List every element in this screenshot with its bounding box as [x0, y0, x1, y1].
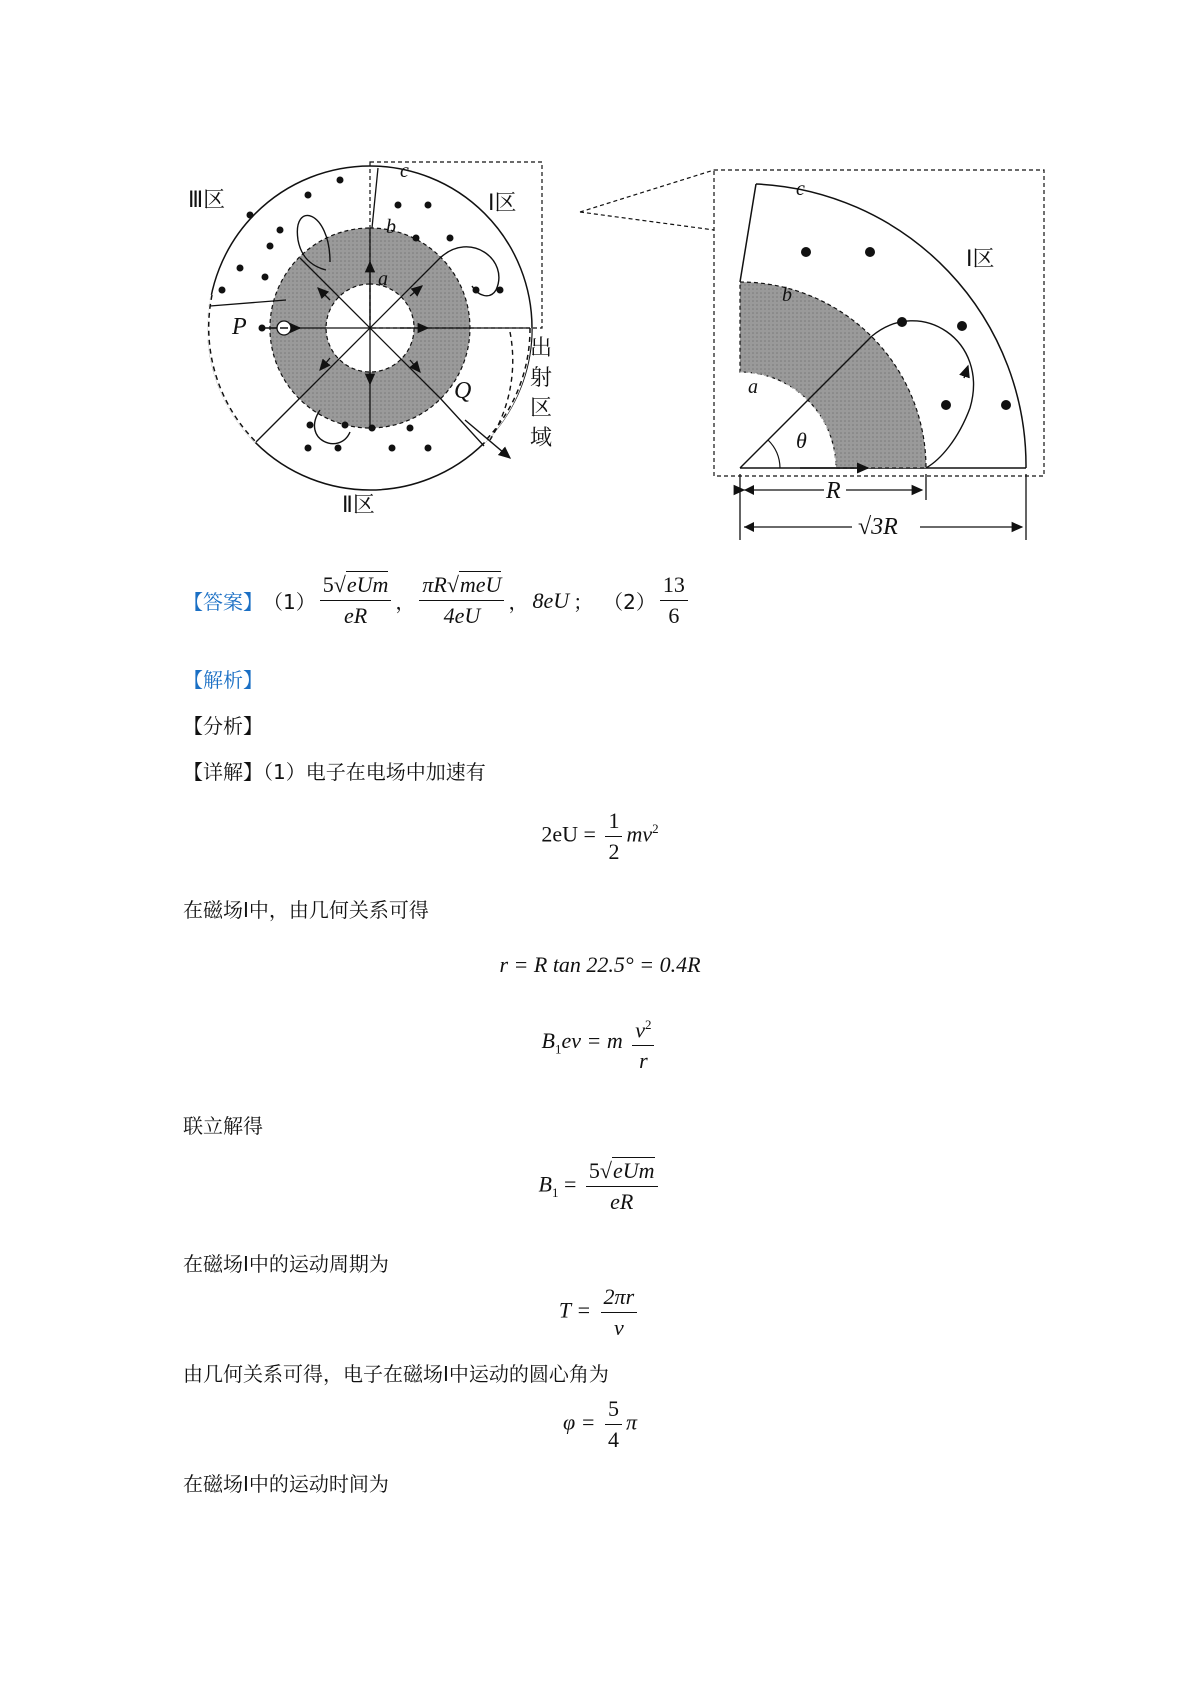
- eq4-den: eR: [610, 1189, 634, 1214]
- answer-B1-coef: 5: [322, 572, 334, 597]
- answer-time-den: 4eU: [443, 603, 481, 628]
- answer-energy: 8eU: [532, 587, 570, 613]
- eq3-num-sup: 2: [644, 1017, 652, 1032]
- zoom-pointer: [580, 170, 714, 230]
- text-line-2: 联立解得: [183, 1114, 263, 1138]
- text-line-4: 由几何关系可得，电子在磁场Ⅰ中运动的圆心角为: [183, 1362, 609, 1386]
- answer-ratio-fraction: [660, 572, 688, 629]
- detail-text: （1）电子在电场中加速有: [263, 760, 486, 784]
- answer-tag: 【答案】: [183, 590, 263, 614]
- label-b: b: [386, 216, 396, 238]
- label-right-b: b: [782, 284, 792, 306]
- answer-comma-1: ，: [395, 590, 416, 614]
- fenxi-tag: 【分析】: [183, 714, 263, 738]
- eq6-rhs: π: [626, 1409, 638, 1435]
- label-right-c: c: [796, 178, 805, 200]
- eq1-lhs: 2eU =: [541, 821, 602, 847]
- eq3-mid: ev = m: [561, 1028, 623, 1054]
- left-figure-svg: [0, 0, 1200, 560]
- label-region-II: Ⅱ区: [342, 493, 375, 518]
- answer-B1-fraction: $\frac{\text{5√eUm}}{eR}$: [320, 572, 392, 629]
- exit-char-3: 区: [530, 396, 553, 421]
- answer-B1-radicand: eUm: [346, 572, 389, 597]
- eq6-num: 5: [605, 1396, 622, 1425]
- label-right-a: a: [748, 376, 758, 398]
- eq6-lhs: φ =: [562, 1409, 601, 1435]
- equation-lorentz: [0, 1012, 1200, 1074]
- answer-part2-label: （2）: [603, 590, 656, 614]
- answer-part1-label: （1）: [263, 590, 316, 614]
- eq3-lhs: B: [541, 1028, 555, 1054]
- label-a: a: [378, 268, 388, 290]
- eq1-den: 2: [608, 839, 620, 864]
- eq4-radicand: eUm: [612, 1158, 655, 1183]
- label-right-region-I: Ⅰ区: [966, 247, 995, 272]
- equation-angle: [0, 1396, 1200, 1453]
- label-region-III: Ⅲ区: [188, 188, 226, 213]
- text-line-1: 在磁场Ⅰ中，由几何关系可得: [183, 898, 429, 922]
- eq6-den: 4: [608, 1427, 619, 1452]
- eq4-lhs: B: [538, 1171, 552, 1197]
- answer-ratio-num: 13: [660, 572, 688, 601]
- equation-radius: r = R tan 22.5° = 0.4R: [499, 952, 701, 977]
- answer-comma-2: ，: [508, 590, 529, 614]
- point-P: [259, 325, 266, 332]
- eq1-rhs: mv: [626, 821, 653, 847]
- label-theta: θ: [796, 428, 807, 453]
- eq3-den: r: [639, 1048, 648, 1074]
- exit-char-1: 出: [530, 336, 553, 361]
- text-line-5: 在磁场Ⅰ中的运动时间为: [183, 1472, 389, 1496]
- eq1-sup: 2: [652, 821, 659, 837]
- eq5-num: 2πr: [601, 1284, 638, 1313]
- eq4-coef: 5: [588, 1158, 600, 1183]
- exit-char-4: 域: [530, 426, 553, 451]
- eq3-sub: 1: [554, 1041, 562, 1057]
- eq5-lhs: T =: [558, 1297, 597, 1323]
- label-Q: Q: [454, 378, 472, 404]
- text-line-3: 在磁场Ⅰ中的运动周期为: [183, 1252, 389, 1276]
- detail-tag: 【详解】: [183, 760, 263, 784]
- answer-time-radicand: meU: [459, 572, 502, 597]
- equation-B1: $B_1$ = $\frac{\text{5√eUm}}{eR}$: [0, 1158, 1200, 1215]
- label-c: c: [400, 160, 409, 182]
- equation-period: [0, 1284, 1200, 1341]
- label-region-I: Ⅰ区: [488, 191, 517, 216]
- answer-separator: ；: [573, 590, 594, 614]
- eq3-num: v: [635, 1017, 645, 1043]
- label-exit-region: [530, 334, 552, 454]
- exit-char-2: 射: [530, 366, 553, 391]
- label-R: R: [826, 478, 841, 504]
- label-P: P: [232, 314, 247, 340]
- eq4-equals: =: [558, 1171, 582, 1197]
- analysis-tag: 【解析】: [183, 668, 263, 692]
- eq4-sub: 1: [551, 1184, 559, 1200]
- eq1-num: 1: [605, 808, 622, 837]
- answer-time-num: πR: [422, 572, 447, 597]
- label-sqrt3R: √3R: [858, 514, 898, 540]
- answer-B1-den: eR: [343, 603, 368, 628]
- answer-line: [183, 572, 692, 629]
- answer-time-fraction: $\frac{\text{πR√meU}}{4eU}$: [419, 572, 504, 629]
- eq5-den: v: [613, 1315, 624, 1340]
- equation-energy: [0, 808, 1200, 865]
- answer-ratio-den: 6: [668, 603, 680, 628]
- detail-line: [183, 756, 486, 785]
